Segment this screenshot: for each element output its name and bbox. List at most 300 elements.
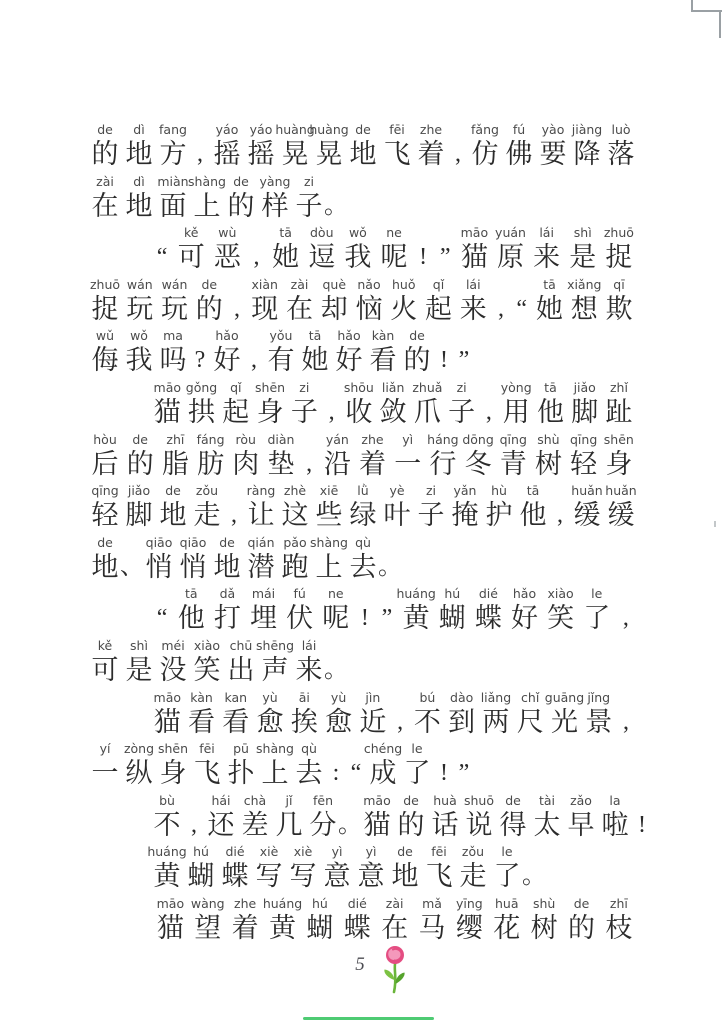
hanzi-char: 。	[378, 553, 402, 580]
pinyin-label: kan	[224, 689, 248, 705]
pinyin-label: qù	[301, 741, 317, 757]
hanzi-cell	[415, 896, 449, 946]
hanzi-char: 来	[533, 242, 561, 273]
pinyin-label: tā	[544, 379, 557, 395]
hanzi-cell	[156, 122, 190, 172]
hanzi-cell	[319, 586, 353, 636]
hanzi-char: 恶	[213, 242, 241, 273]
hanzi-char: ,	[328, 398, 335, 425]
hanzi-char: ,	[191, 811, 197, 838]
hanzi-cell	[396, 586, 436, 636]
page-number: 5	[355, 954, 365, 975]
pinyin-label: māo	[460, 225, 489, 241]
pinyin-label: zhī	[609, 895, 628, 911]
hanzi-char: 了	[583, 603, 611, 634]
hanzi-cell	[244, 122, 278, 172]
hanzi-cell	[272, 793, 306, 843]
hanzi-char: ”	[439, 244, 451, 271]
hanzi-char: 摇	[213, 139, 241, 169]
pinyin-label: zài	[96, 173, 114, 189]
hanzi-cell	[566, 225, 600, 275]
punct-cell	[122, 535, 142, 585]
hanzi-char: 后	[91, 448, 119, 479]
hanzi-char: 的	[91, 139, 119, 169]
hanzi-char: ”	[458, 760, 470, 787]
punct-cell	[550, 483, 570, 533]
hanzi-cell	[312, 535, 346, 585]
hanzi-char: 写	[255, 861, 283, 892]
hanzi-cell	[252, 844, 286, 894]
hanzi-char: 我	[344, 242, 372, 273]
hanzi-cell	[435, 586, 469, 636]
hanzi-char: 出	[227, 654, 255, 685]
pinyin-label: yàng	[259, 173, 291, 189]
hanzi-char: 趾	[605, 396, 633, 427]
hanzi-char: 去	[295, 758, 323, 789]
hanzi-cell	[568, 380, 602, 430]
hanzi-cell	[582, 690, 616, 740]
hanzi-char: 黄	[402, 603, 430, 634]
hanzi-char: 来	[459, 293, 487, 324]
hanzi-char: 到	[448, 706, 476, 737]
hanzi-cell	[185, 690, 219, 740]
hanzi-cell	[567, 432, 601, 482]
pinyin-label: luò	[611, 122, 631, 137]
hanzi-cell	[445, 690, 479, 740]
hanzi-char: 花	[493, 912, 521, 943]
pinyin-label: tā	[543, 276, 556, 292]
punct-cell	[632, 793, 652, 843]
pinyin-label: hǎo	[337, 328, 361, 344]
hanzi-cell	[247, 586, 281, 636]
pinyin-label: yào	[541, 122, 565, 137]
hanzi-char: 看	[222, 706, 250, 737]
pinyin-label: shù	[532, 895, 556, 911]
hanzi-cell	[210, 535, 244, 585]
pinyin-label: dì	[133, 122, 145, 137]
pinyin-label: liǎng	[480, 689, 512, 705]
hanzi-char: 子	[290, 396, 318, 427]
hanzi-cell	[602, 380, 636, 430]
pinyin-label: māo	[153, 379, 181, 395]
hanzi-cell	[262, 895, 303, 946]
hanzi-char: 说	[465, 809, 493, 840]
hanzi-cell	[445, 380, 479, 430]
punct-cell	[326, 638, 346, 688]
hanzi-char: !	[440, 760, 448, 787]
pinyin-label: xiào	[193, 637, 221, 653]
hanzi-char: 一	[394, 448, 422, 479]
pinyin-label: dì	[133, 173, 145, 189]
punct-cell	[377, 586, 397, 636]
hanzi-cell	[244, 535, 278, 585]
hanzi-char: 恼	[355, 293, 383, 324]
hanzi-cell	[122, 638, 156, 688]
pinyin-label: kàn	[371, 328, 395, 344]
text-block	[88, 122, 646, 948]
hanzi-char: 蝴	[438, 603, 466, 634]
hanzi-cell	[88, 535, 122, 585]
hanzi-cell	[191, 896, 225, 946]
hanzi-char: 缓	[573, 500, 601, 531]
pinyin-label: shàng	[310, 534, 348, 550]
hanzi-char: 蝴	[187, 861, 215, 892]
hanzi-cell	[502, 122, 536, 172]
text-line	[88, 483, 636, 535]
hanzi-cell	[147, 844, 187, 894]
hanzi-char: !	[360, 605, 369, 632]
hanzi-cell	[253, 690, 287, 740]
hanzi-char: 吗	[159, 345, 187, 376]
pinyin-label: dǎ	[219, 586, 236, 602]
hanzi-char: 呢	[322, 603, 350, 634]
hanzi-cell	[269, 225, 303, 275]
hanzi-cell	[229, 432, 263, 482]
hanzi-char: 逗	[308, 242, 336, 273]
hanzi-char: 原	[497, 242, 524, 273]
hanzi-char: 意	[357, 861, 385, 892]
hanzi-cell	[150, 690, 184, 740]
pinyin-label: fēi	[389, 122, 405, 137]
pinyin-label: qǐ	[230, 379, 242, 395]
pinyin-label: zhe	[234, 895, 257, 911]
hanzi-char: 愈	[325, 706, 353, 737]
hanzi-cell	[471, 586, 505, 636]
hanzi-cell	[527, 896, 561, 946]
hanzi-cell	[490, 896, 524, 946]
hanzi-char: 掩	[451, 500, 479, 531]
punct-cell	[227, 277, 247, 327]
pinyin-label: yáo	[249, 122, 273, 137]
hanzi-cell	[602, 896, 636, 946]
hanzi-cell	[224, 174, 258, 224]
hanzi-cell	[320, 844, 354, 894]
hanzi-cell	[123, 432, 157, 482]
pinyin-label: huǎn	[571, 483, 603, 499]
hanzi-cell	[292, 638, 326, 688]
hanzi-char: 上	[315, 551, 343, 582]
hanzi-char: 蝴	[306, 912, 334, 943]
hanzi-cell	[387, 277, 421, 327]
text-line	[88, 380, 636, 432]
hanzi-cell	[219, 380, 253, 430]
hanzi-char: 。	[338, 811, 362, 838]
pinyin-label: shì	[130, 637, 148, 653]
pinyin-label: māo	[156, 895, 185, 911]
hanzi-cell	[462, 793, 496, 843]
hanzi-char: 的	[403, 345, 431, 376]
hanzi-char: 的	[126, 448, 154, 479]
pinyin-label: huà	[433, 792, 457, 808]
hanzi-cell	[238, 793, 272, 843]
hanzi-char: !	[440, 347, 448, 374]
hanzi-cell	[456, 844, 490, 894]
pinyin-label: fú	[293, 586, 306, 602]
rose-icon	[379, 944, 411, 996]
hanzi-cell	[312, 483, 346, 533]
pinyin-label: hú	[444, 586, 461, 602]
pinyin-label: tā	[184, 586, 198, 602]
hanzi-cell	[286, 844, 320, 894]
pinyin-label: lái	[301, 637, 317, 653]
pinyin-label: ne	[386, 225, 402, 241]
pinyin-label: shù	[537, 431, 560, 447]
hanzi-char: 轻	[570, 448, 598, 479]
hanzi-cell	[204, 793, 238, 843]
pinyin-label: yòng	[500, 379, 532, 395]
hanzi-cell	[320, 432, 354, 482]
pinyin-label: xiǎng	[567, 276, 602, 292]
hanzi-cell	[513, 690, 547, 740]
pinyin-label: māo	[363, 792, 391, 808]
hanzi-char: 笑	[193, 654, 221, 685]
pinyin-label: ne	[327, 586, 344, 602]
hanzi-char: !	[638, 811, 646, 838]
hanzi-char: 。	[324, 192, 348, 219]
pinyin-label: lǜ	[357, 483, 369, 499]
hanzi-char: 早	[567, 809, 595, 840]
pinyin-label: jǐng	[587, 689, 611, 705]
hanzi-char: 马	[418, 912, 446, 943]
hanzi-char: :	[332, 760, 340, 787]
hanzi-char: 玩	[161, 293, 188, 324]
punct-cell	[326, 741, 346, 791]
pinyin-label: zhè	[283, 483, 307, 499]
pinyin-label: chéng	[363, 741, 403, 757]
pinyin-label: qiāo	[145, 534, 173, 550]
hanzi-cell	[287, 690, 321, 740]
pinyin-label: háng	[427, 431, 459, 447]
hanzi-char: 她	[301, 345, 329, 376]
hanzi-cell	[283, 586, 317, 636]
pinyin-label: qīng	[569, 431, 598, 447]
pinyin-label: yǒu	[269, 328, 293, 344]
hanzi-cell	[88, 483, 122, 533]
hanzi-cell	[264, 432, 298, 482]
hanzi-char: 肪	[197, 448, 225, 479]
pinyin-label: qiāo	[179, 534, 207, 550]
hanzi-char: 护	[485, 500, 513, 531]
hanzi-char: 她	[536, 293, 563, 324]
punct-cell	[448, 122, 468, 172]
hanzi-char: ,	[197, 141, 203, 167]
hanzi-char: 沿	[323, 448, 351, 479]
punct-cell	[190, 328, 210, 378]
hanzi-char: 地	[213, 551, 241, 582]
punct-cell	[479, 380, 499, 430]
hanzi-cell	[496, 432, 530, 482]
pinyin-label: pǎo	[283, 534, 307, 550]
pinyin-label: jìn	[365, 689, 381, 705]
hanzi-cell	[346, 122, 380, 172]
crop-mark-top-right	[719, 10, 721, 38]
hanzi-char: 可	[177, 242, 205, 273]
hanzi-cell	[354, 844, 388, 894]
hanzi-char: 想	[570, 293, 598, 324]
hanzi-cell	[122, 122, 156, 172]
hanzi-char: 蝶	[221, 861, 249, 892]
pinyin-label: zi	[456, 379, 467, 395]
punct-cell	[299, 432, 319, 482]
pinyin-label: huā	[494, 895, 519, 911]
hanzi-cell	[306, 793, 340, 843]
text-line	[88, 122, 636, 174]
pinyin-label: yè	[389, 483, 405, 499]
hanzi-cell	[122, 483, 156, 533]
pinyin-label: shì	[573, 225, 592, 241]
hanzi-cell	[356, 432, 390, 482]
hanzi-cell	[426, 432, 460, 482]
hanzi-cell	[602, 225, 636, 275]
hanzi-char: ,	[231, 502, 237, 529]
hanzi-char: 在	[381, 912, 409, 943]
hanzi-char: 身	[256, 396, 284, 427]
hanzi-cell	[210, 225, 244, 275]
hanzi-char: 景	[585, 706, 613, 737]
pinyin-label: yáo	[215, 122, 239, 137]
hanzi-char: 佛	[505, 139, 533, 169]
pinyin-label: de	[573, 895, 590, 911]
hanzi-char: 望	[194, 912, 222, 943]
hanzi-cell	[309, 122, 349, 172]
hanzi-char: 却	[320, 293, 348, 324]
pinyin-label: de	[505, 792, 521, 808]
hanzi-cell	[494, 225, 528, 275]
pinyin-label: jǐ	[285, 792, 293, 808]
hanzi-char: 他	[536, 396, 564, 427]
hanzi-cell	[122, 328, 156, 378]
hanzi-char: 在	[286, 293, 313, 324]
hanzi-cell	[287, 380, 321, 430]
punct-cell	[190, 122, 210, 172]
hanzi-char: 轻	[91, 500, 119, 531]
hanzi-cell	[303, 896, 337, 946]
paragraph-indent	[88, 586, 150, 587]
hanzi-cell	[305, 225, 339, 275]
hanzi-char: 着	[359, 448, 386, 479]
hanzi-char: ,	[397, 708, 404, 735]
pinyin-label: shàng	[256, 741, 294, 757]
hanzi-cell	[580, 586, 614, 636]
pinyin-label: wán	[161, 276, 188, 292]
hanzi-cell	[210, 586, 244, 636]
hanzi-cell	[156, 483, 190, 533]
hanzi-char: 得	[499, 809, 527, 840]
hanzi-cell	[366, 328, 400, 378]
punct-cell	[616, 690, 636, 740]
hanzi-char: 。	[522, 863, 546, 890]
pinyin-label: zi	[425, 483, 437, 499]
pinyin-label: kě	[184, 225, 199, 241]
pinyin-label: bú	[419, 689, 436, 705]
hanzi-cell	[533, 277, 567, 327]
punct-cell	[184, 793, 204, 843]
pinyin-label: pū	[233, 741, 249, 757]
hanzi-cell	[156, 328, 190, 378]
pinyin-label: huǎn	[605, 483, 637, 499]
pinyin-label: xiè	[259, 844, 279, 860]
pinyin-label: yí	[99, 741, 111, 757]
pinyin-label: wàng	[190, 895, 225, 911]
punct-cell	[454, 741, 474, 791]
hanzi-char: 玩	[126, 293, 154, 324]
hanzi-char: 起	[222, 396, 250, 427]
pinyin-label: zhī	[166, 431, 185, 447]
hanzi-char: 挨	[290, 706, 318, 737]
pinyin-label: yǎn	[453, 483, 477, 499]
pinyin-label: huàng	[309, 122, 349, 137]
hanzi-cell	[248, 277, 282, 327]
pinyin-label: zài	[290, 276, 309, 292]
hanzi-char: 脚	[125, 500, 153, 531]
hanzi-char: 伏	[286, 603, 314, 634]
punct-cell	[224, 483, 244, 533]
hanzi-char: 看	[188, 706, 216, 737]
hanzi-cell	[190, 174, 224, 224]
hanzi-char: 脂	[161, 448, 189, 479]
pinyin-label: mǎ	[422, 895, 442, 911]
hanzi-char: 看	[369, 345, 397, 376]
punct-cell	[512, 277, 532, 327]
paragraph-indent	[88, 793, 150, 794]
hanzi-cell	[88, 277, 122, 327]
hanzi-char: 让	[247, 500, 275, 531]
hanzi-char: 肉	[232, 448, 260, 479]
hanzi-char: 猫	[460, 242, 488, 273]
hanzi-cell	[530, 225, 564, 275]
hanzi-cell	[410, 380, 444, 430]
text-line	[88, 277, 636, 329]
hanzi-char: ,	[498, 295, 504, 322]
hanzi-char: 叶	[383, 500, 411, 531]
hanzi-cell	[456, 277, 490, 327]
hanzi-char: 着	[231, 912, 259, 943]
text-line	[88, 225, 636, 277]
edge-tick-right	[714, 521, 716, 527]
paragraph-indent	[88, 844, 150, 845]
hanzi-char: 绿	[349, 500, 377, 531]
pinyin-label: huáng	[396, 586, 436, 602]
hanzi-char: 收	[345, 396, 373, 427]
hanzi-char: 这	[281, 500, 309, 531]
hanzi-char: 啦	[601, 809, 629, 840]
pinyin-label: mái	[251, 586, 276, 602]
hanzi-cell	[544, 586, 578, 636]
text-line	[88, 535, 636, 587]
pinyin-label: nǎo	[357, 276, 381, 292]
hanzi-char: 猫	[153, 706, 181, 737]
hanzi-char: 悄	[179, 551, 207, 582]
hanzi-char: 落	[607, 139, 635, 169]
pinyin-label: lái	[465, 276, 481, 292]
pinyin-label: chà	[243, 792, 267, 808]
hanzi-cell	[332, 328, 366, 378]
punct-cell	[380, 535, 400, 585]
pinyin-label: fang	[159, 122, 187, 137]
punct-cell	[390, 690, 410, 740]
text-line	[88, 792, 646, 845]
hanzi-char: 埋	[250, 603, 277, 634]
pinyin-label: shēn	[603, 431, 634, 447]
pinyin-label: la	[609, 792, 621, 808]
hanzi-cell	[564, 793, 598, 843]
hanzi-cell	[224, 638, 258, 688]
pinyin-label: què	[322, 276, 347, 292]
bottom-divider	[303, 1017, 434, 1020]
hanzi-char: 猫	[153, 396, 181, 427]
hanzi-char: 我	[125, 345, 153, 376]
hanzi-cell	[496, 793, 530, 843]
